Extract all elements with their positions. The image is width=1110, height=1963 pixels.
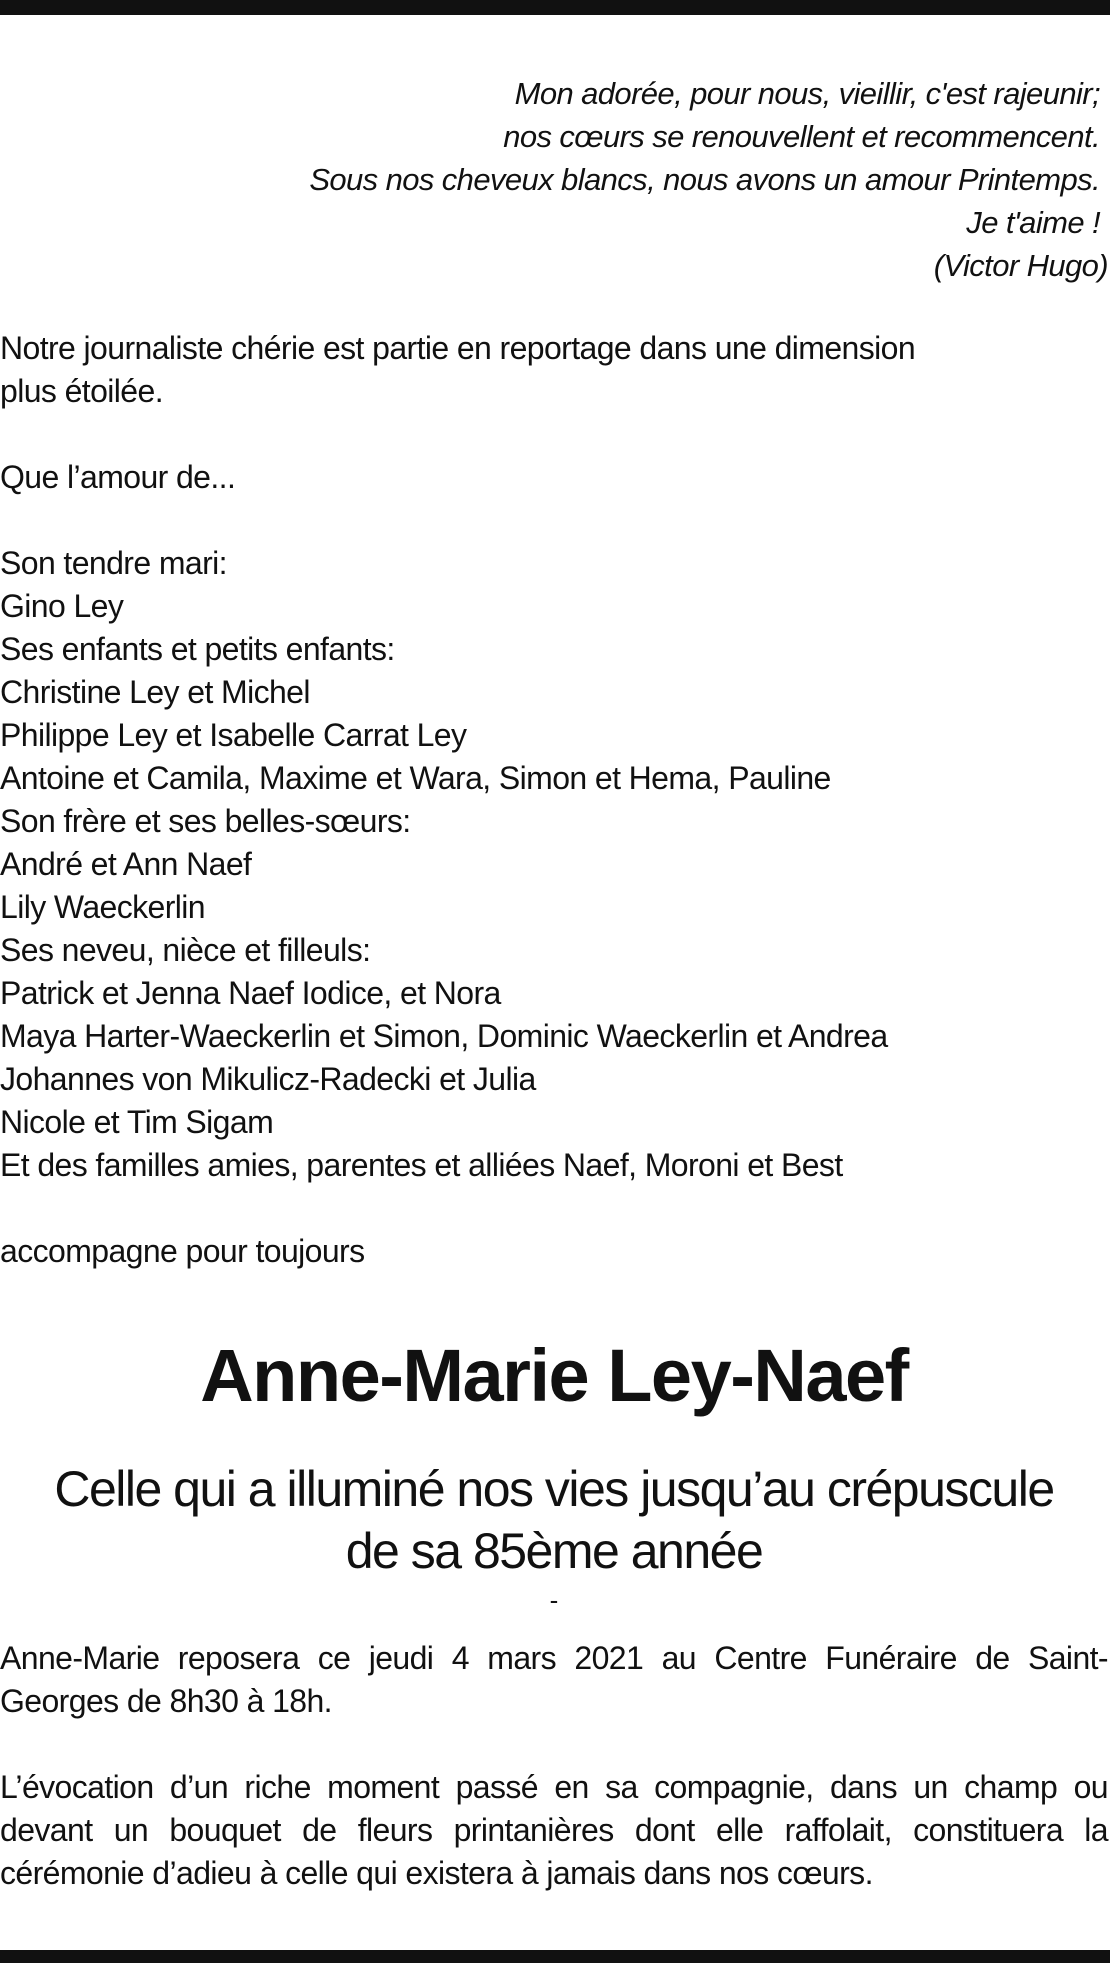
family-list xyxy=(0,542,1108,1187)
family-list-item: Son frère et ses belles-sœurs: xyxy=(0,803,411,839)
family-list-item: Maya Harter-Waeckerlin et Simon, Dominic Waeckerlin et Andrea xyxy=(0,1018,888,1054)
family-list-item: Gino Ley xyxy=(0,588,124,624)
bottom-border xyxy=(0,1950,1110,1963)
ceremony-paragraph: L’évocation d’un riche moment passé en sa compagnie, dans un champ ou devant un bouquet de fleurs printanières dont elle raffolait, constituera la cérémonie d’adieu à celle qui existera à jamais dans nos cœurs. xyxy=(0,1769,1108,1891)
top-border xyxy=(0,0,1110,15)
poem-quote xyxy=(0,72,1108,287)
obituary-notice xyxy=(0,72,1108,1895)
family-list-item: Et des familles amies, parentes et alliées Naef, Moroni et Best xyxy=(0,1147,843,1183)
family-list-item: Son tendre mari: xyxy=(0,545,227,581)
poem-line: Sous nos cheveux blancs, nous avons un amour Printemps. xyxy=(309,162,1100,197)
family-list-item: Ses enfants et petits enfants: xyxy=(0,631,395,667)
intro-line: Notre journaliste chérie est partie en reportage dans une dimension xyxy=(0,330,916,366)
poem-attribution: (Victor Hugo) xyxy=(933,248,1108,283)
lead-text: Que l’amour de... xyxy=(0,459,236,495)
family-list-item: Johannes von Mikulicz-Radecki et Julia xyxy=(0,1061,536,1097)
spacer xyxy=(0,413,1108,456)
viewing-paragraph: Anne-Marie reposera ce jeudi 4 mars 2021 au Centre Funéraire de Saint-Georges de 8h30 à 18h. xyxy=(0,1640,1108,1719)
family-list-item: Antoine et Camila, Maxime et Wara, Simon et Hema, Pauline xyxy=(0,760,831,796)
accompany-text: accompagne pour toujours xyxy=(0,1233,365,1269)
family-list-item: André et Ann Naef xyxy=(0,846,252,882)
intro-line: plus étoilée. xyxy=(0,373,163,409)
family-list-item: Nicole et Tim Sigam xyxy=(0,1104,274,1140)
spacer xyxy=(0,499,1108,542)
poem-line: Je t'aime ! xyxy=(966,205,1100,240)
poem-line: Mon adorée, pour nous, vieillir, c'est rajeunir; xyxy=(514,76,1100,111)
subtitle-line: de sa 85ème année xyxy=(345,1523,763,1579)
deceased-subtitle xyxy=(0,1458,1108,1582)
family-list-item: Christine Ley et Michel xyxy=(0,674,310,710)
family-list-item: Lily Waeckerlin xyxy=(0,889,205,925)
intro-paragraph xyxy=(0,327,1108,413)
deceased-name: Anne-Marie Ley-Naef xyxy=(200,1334,908,1417)
family-list-item: Philippe Ley et Isabelle Carrat Ley xyxy=(0,717,467,753)
poem-line: nos cœurs se renouvellent et recommencent. xyxy=(503,119,1100,154)
separator-dash: - xyxy=(549,1585,559,1615)
spacer xyxy=(0,1187,1108,1230)
family-list-item: Ses neveu, nièce et filleuls: xyxy=(0,932,371,968)
subtitle-line: Celle qui a illuminé nos vies jusqu’au crépuscule xyxy=(54,1461,1054,1517)
family-list-item: Patrick et Jenna Naef Iodice, et Nora xyxy=(0,975,501,1011)
